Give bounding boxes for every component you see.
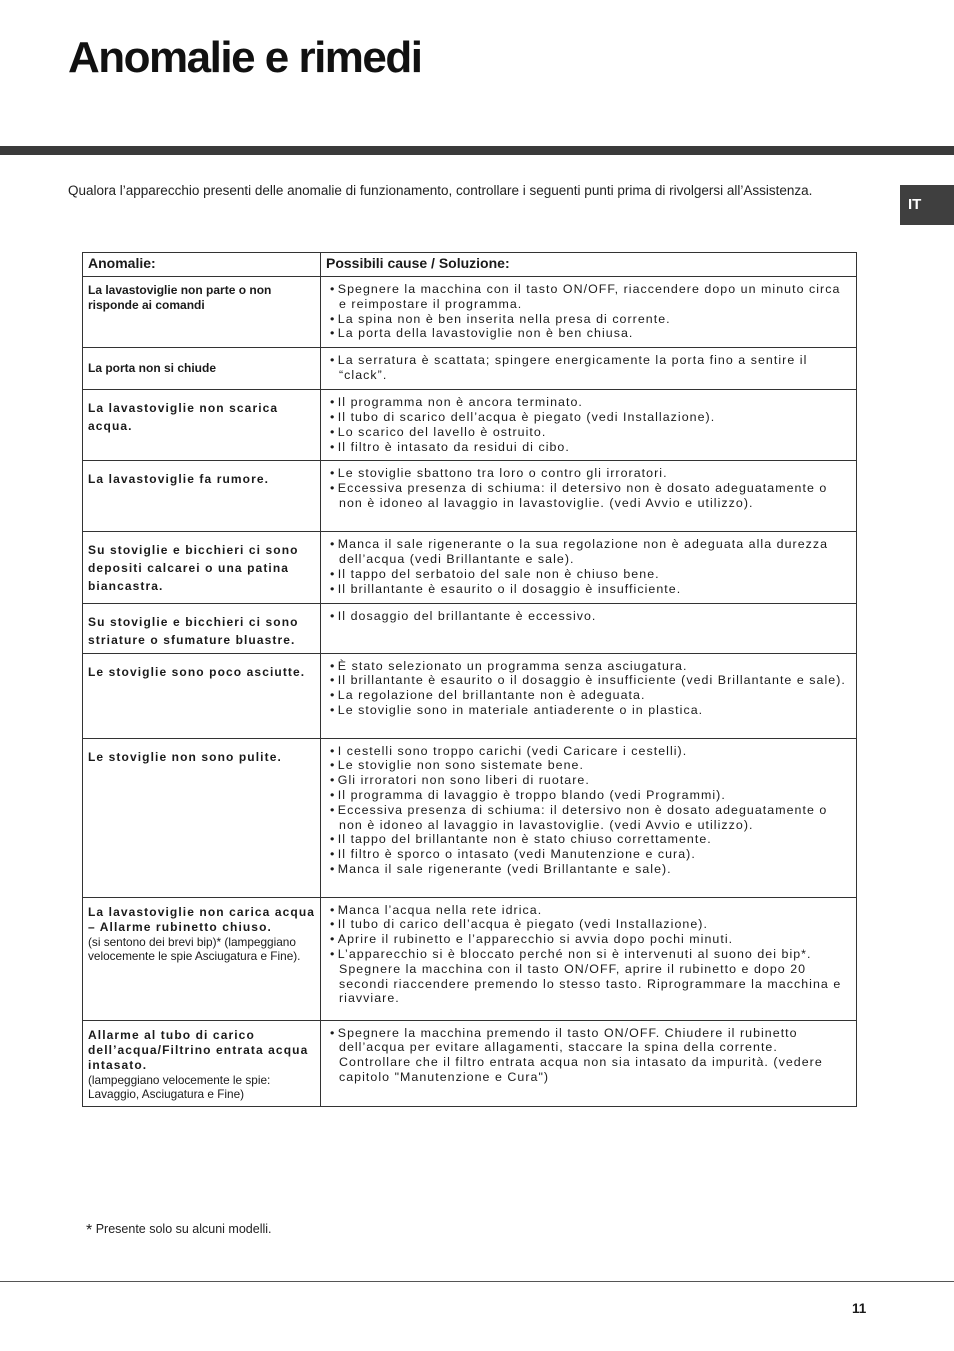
cause-item: • La serratura è scattata; spingere energicamente la porta fino a sentire il “clack”. bbox=[325, 353, 850, 383]
cause-item: • Il brillantante è esaurito o il dosaggio è insufficiente. bbox=[325, 582, 850, 597]
cause-list bbox=[325, 466, 850, 510]
problem-text: La porta non si chiude bbox=[88, 361, 217, 376]
cause-item: • Il filtro è intasato da residui di cibo. bbox=[325, 440, 850, 455]
problem-text: La lavastoviglie non carica acqua – Allarme rubinetto chiuso. bbox=[88, 904, 316, 934]
cause-list bbox=[325, 609, 850, 624]
cause-item: • I cestelli sono troppo carichi (vedi Caricare i cestelli). bbox=[325, 744, 850, 759]
troubleshooting-table bbox=[82, 252, 857, 1107]
cause-item: • Lo scarico del lavello è ostruito. bbox=[325, 425, 850, 440]
cause-item: • La regolazione del brillantante non è adeguata. bbox=[325, 688, 850, 703]
cause-item: • Manca il sale rigenerante (vedi Brillantante e sale). bbox=[325, 862, 850, 877]
footer-rule bbox=[0, 1281, 954, 1282]
footnote-text: Presente solo su alcuni modelli. bbox=[95, 1222, 272, 1236]
cause-item: • Il dosaggio del brillantante è eccessivo. bbox=[325, 609, 850, 624]
cause-item: • Eccessiva presenza di schiuma: il detersivo non è dosato adeguatamente o non è idoneo al lavaggio in lavastoviglie. (vedi Avvio e utilizzo). bbox=[325, 803, 850, 833]
cause-item: • Il tappo del brillantante non è stato chiuso correttamente. bbox=[325, 832, 850, 847]
cause-item: • Manca l’acqua nella rete idrica. bbox=[325, 903, 850, 918]
table-row bbox=[83, 603, 857, 653]
problem-text: Le stoviglie non sono pulite. bbox=[88, 749, 282, 764]
cause-item: • La spina non è ben inserita nella presa di corrente. bbox=[325, 312, 850, 327]
language-tab: IT bbox=[900, 185, 954, 225]
solution-cell bbox=[321, 1020, 857, 1106]
cause-item: • Spegnere la macchina con il tasto ON/OFF, riaccendere dopo un minuto circa e reimpostare il programma. bbox=[325, 282, 850, 312]
problem-note: (lampeggiano velocemente le spie: Lavaggio, Asciugatura e Fine) bbox=[88, 1072, 271, 1102]
solution-cell bbox=[321, 603, 857, 653]
footnote bbox=[86, 1222, 272, 1240]
problem-text: Le stoviglie sono poco asciutte. bbox=[88, 664, 306, 679]
problem-cell bbox=[83, 532, 321, 603]
cause-item: • Le stoviglie sono in materiale antiaderente o in plastica. bbox=[325, 703, 850, 718]
solution-cell bbox=[321, 348, 857, 390]
cause-item: • Il tappo del serbatoio del sale non è chiuso bene. bbox=[325, 567, 850, 582]
solution-cell bbox=[321, 532, 857, 603]
table-row bbox=[83, 348, 857, 390]
table-row bbox=[83, 277, 857, 348]
table-row bbox=[83, 461, 857, 532]
cause-item: • L’apparecchio si è bloccato perché non si è intervenuti al suono dei bip*. Spegnere la macchina con il tasto ON/OFF, aprire il rubinetto e dopo 20 secondi riaccendere premendo lo stesso tasto. Riprogrammare la macchina e riavviare. bbox=[325, 947, 850, 1006]
cause-item: • Il tubo di scarico dell’acqua è piegato (vedi Installazione). bbox=[325, 410, 850, 425]
table-row bbox=[83, 738, 857, 897]
cause-item: • Spegnere la macchina premendo il tasto ON/OFF. Chiudere il rubinetto dell’acqua per evitare allagamenti, staccare la spina della corrente. Controllare che il filtro entrata acqua non sia intasato da impurità. (vedere capitolo "Manutenzione e Cura") bbox=[325, 1026, 850, 1085]
cause-item: • Le stoviglie sbattono tra loro o contro gli irroratori. bbox=[325, 466, 850, 481]
table-header-row bbox=[83, 253, 857, 277]
problem-cell bbox=[83, 461, 321, 532]
problem-cell bbox=[83, 277, 321, 348]
problem-text: Su stoviglie e bicchieri ci sono striature o sfumature bluastre. bbox=[88, 614, 299, 647]
cause-list bbox=[325, 903, 850, 1007]
cause-list bbox=[325, 282, 850, 341]
solution-cell bbox=[321, 461, 857, 532]
cause-item: • Il programma non è ancora terminato. bbox=[325, 395, 850, 410]
cause-list bbox=[325, 395, 850, 454]
cause-item: • Il filtro è sporco o intasato (vedi Manutenzione e cura). bbox=[325, 847, 850, 862]
problem-text: La lavastoviglie non parte o non risponde ai comandi bbox=[88, 283, 272, 312]
table-row bbox=[83, 390, 857, 461]
cause-list bbox=[325, 537, 850, 596]
cause-item: • Manca il sale rigenerante o la sua regolazione non è adeguata alla durezza dell’acqua (vedi Brillantante e sale). bbox=[325, 537, 850, 567]
problem-text: Allarme al tubo di carico dell’acqua/Filtrino entrata acqua intasato. bbox=[88, 1027, 309, 1072]
problem-text: Su stoviglie e bicchieri ci sono depositi calcarei o una patina biancastra. bbox=[88, 543, 299, 594]
problem-text: La lavastoviglie non scarica acqua. bbox=[88, 401, 279, 434]
column-header-anomalie: Anomalie: bbox=[83, 253, 321, 277]
solution-cell bbox=[321, 738, 857, 897]
problem-cell bbox=[83, 348, 321, 390]
intro-text: Qualora l’apparecchio presenti delle anomalie di funzionamento, controllare i seguenti punti prima di rivolgersi all’Assistenza. bbox=[68, 183, 813, 198]
problem-cell bbox=[83, 897, 321, 1020]
problem-cell bbox=[83, 603, 321, 653]
table-row bbox=[83, 897, 857, 1020]
cause-list bbox=[325, 1026, 850, 1085]
problem-text: La lavastoviglie fa rumore. bbox=[88, 472, 270, 487]
page-title: Anomalie e rimedi bbox=[68, 33, 422, 82]
page-number: 11 bbox=[852, 1301, 867, 1316]
cause-item: • Il tubo di carico dell’acqua è piegato (vedi Installazione). bbox=[325, 917, 850, 932]
cause-item: • Il brillantante è esaurito o il dosaggio è insufficiente (vedi Brillantante e sale). bbox=[325, 673, 850, 688]
problem-cell bbox=[83, 738, 321, 897]
column-header-cause: Possibili cause / Soluzione: bbox=[321, 253, 857, 277]
cause-item: • Le stoviglie non sono sistemate bene. bbox=[325, 758, 850, 773]
problem-cell bbox=[83, 390, 321, 461]
problem-cell bbox=[83, 653, 321, 738]
solution-cell bbox=[321, 897, 857, 1020]
cause-item: • Il programma di lavaggio è troppo blando (vedi Programmi). bbox=[325, 788, 850, 803]
table-row bbox=[83, 653, 857, 738]
solution-cell bbox=[321, 277, 857, 348]
header-rule bbox=[0, 146, 954, 155]
cause-item: • La porta della lavastoviglie non è ben chiusa. bbox=[325, 326, 850, 341]
solution-cell bbox=[321, 390, 857, 461]
problem-note: (si sentono dei brevi bip)* (lampeggiano velocemente le spie Asciugatura e Fine). bbox=[88, 934, 301, 964]
footnote-asterisk: * bbox=[86, 1222, 93, 1239]
table-row bbox=[83, 532, 857, 603]
table-row bbox=[83, 1020, 857, 1106]
cause-item: • Gli irroratori non sono liberi di ruotare. bbox=[325, 773, 850, 788]
cause-list bbox=[325, 744, 850, 877]
cause-item: • Aprire il rubinetto e l’apparecchio si avvia dopo pochi minuti. bbox=[325, 932, 850, 947]
cause-list bbox=[325, 353, 850, 383]
cause-item: • Eccessiva presenza di schiuma: il detersivo non è dosato adeguatamente o non è idoneo al lavaggio in lavastoviglie. (vedi Avvio e utilizzo). bbox=[325, 481, 850, 511]
problem-cell bbox=[83, 1020, 321, 1106]
cause-item: • È stato selezionato un programma senza asciugatura. bbox=[325, 659, 850, 674]
cause-list bbox=[325, 659, 850, 718]
solution-cell bbox=[321, 653, 857, 738]
